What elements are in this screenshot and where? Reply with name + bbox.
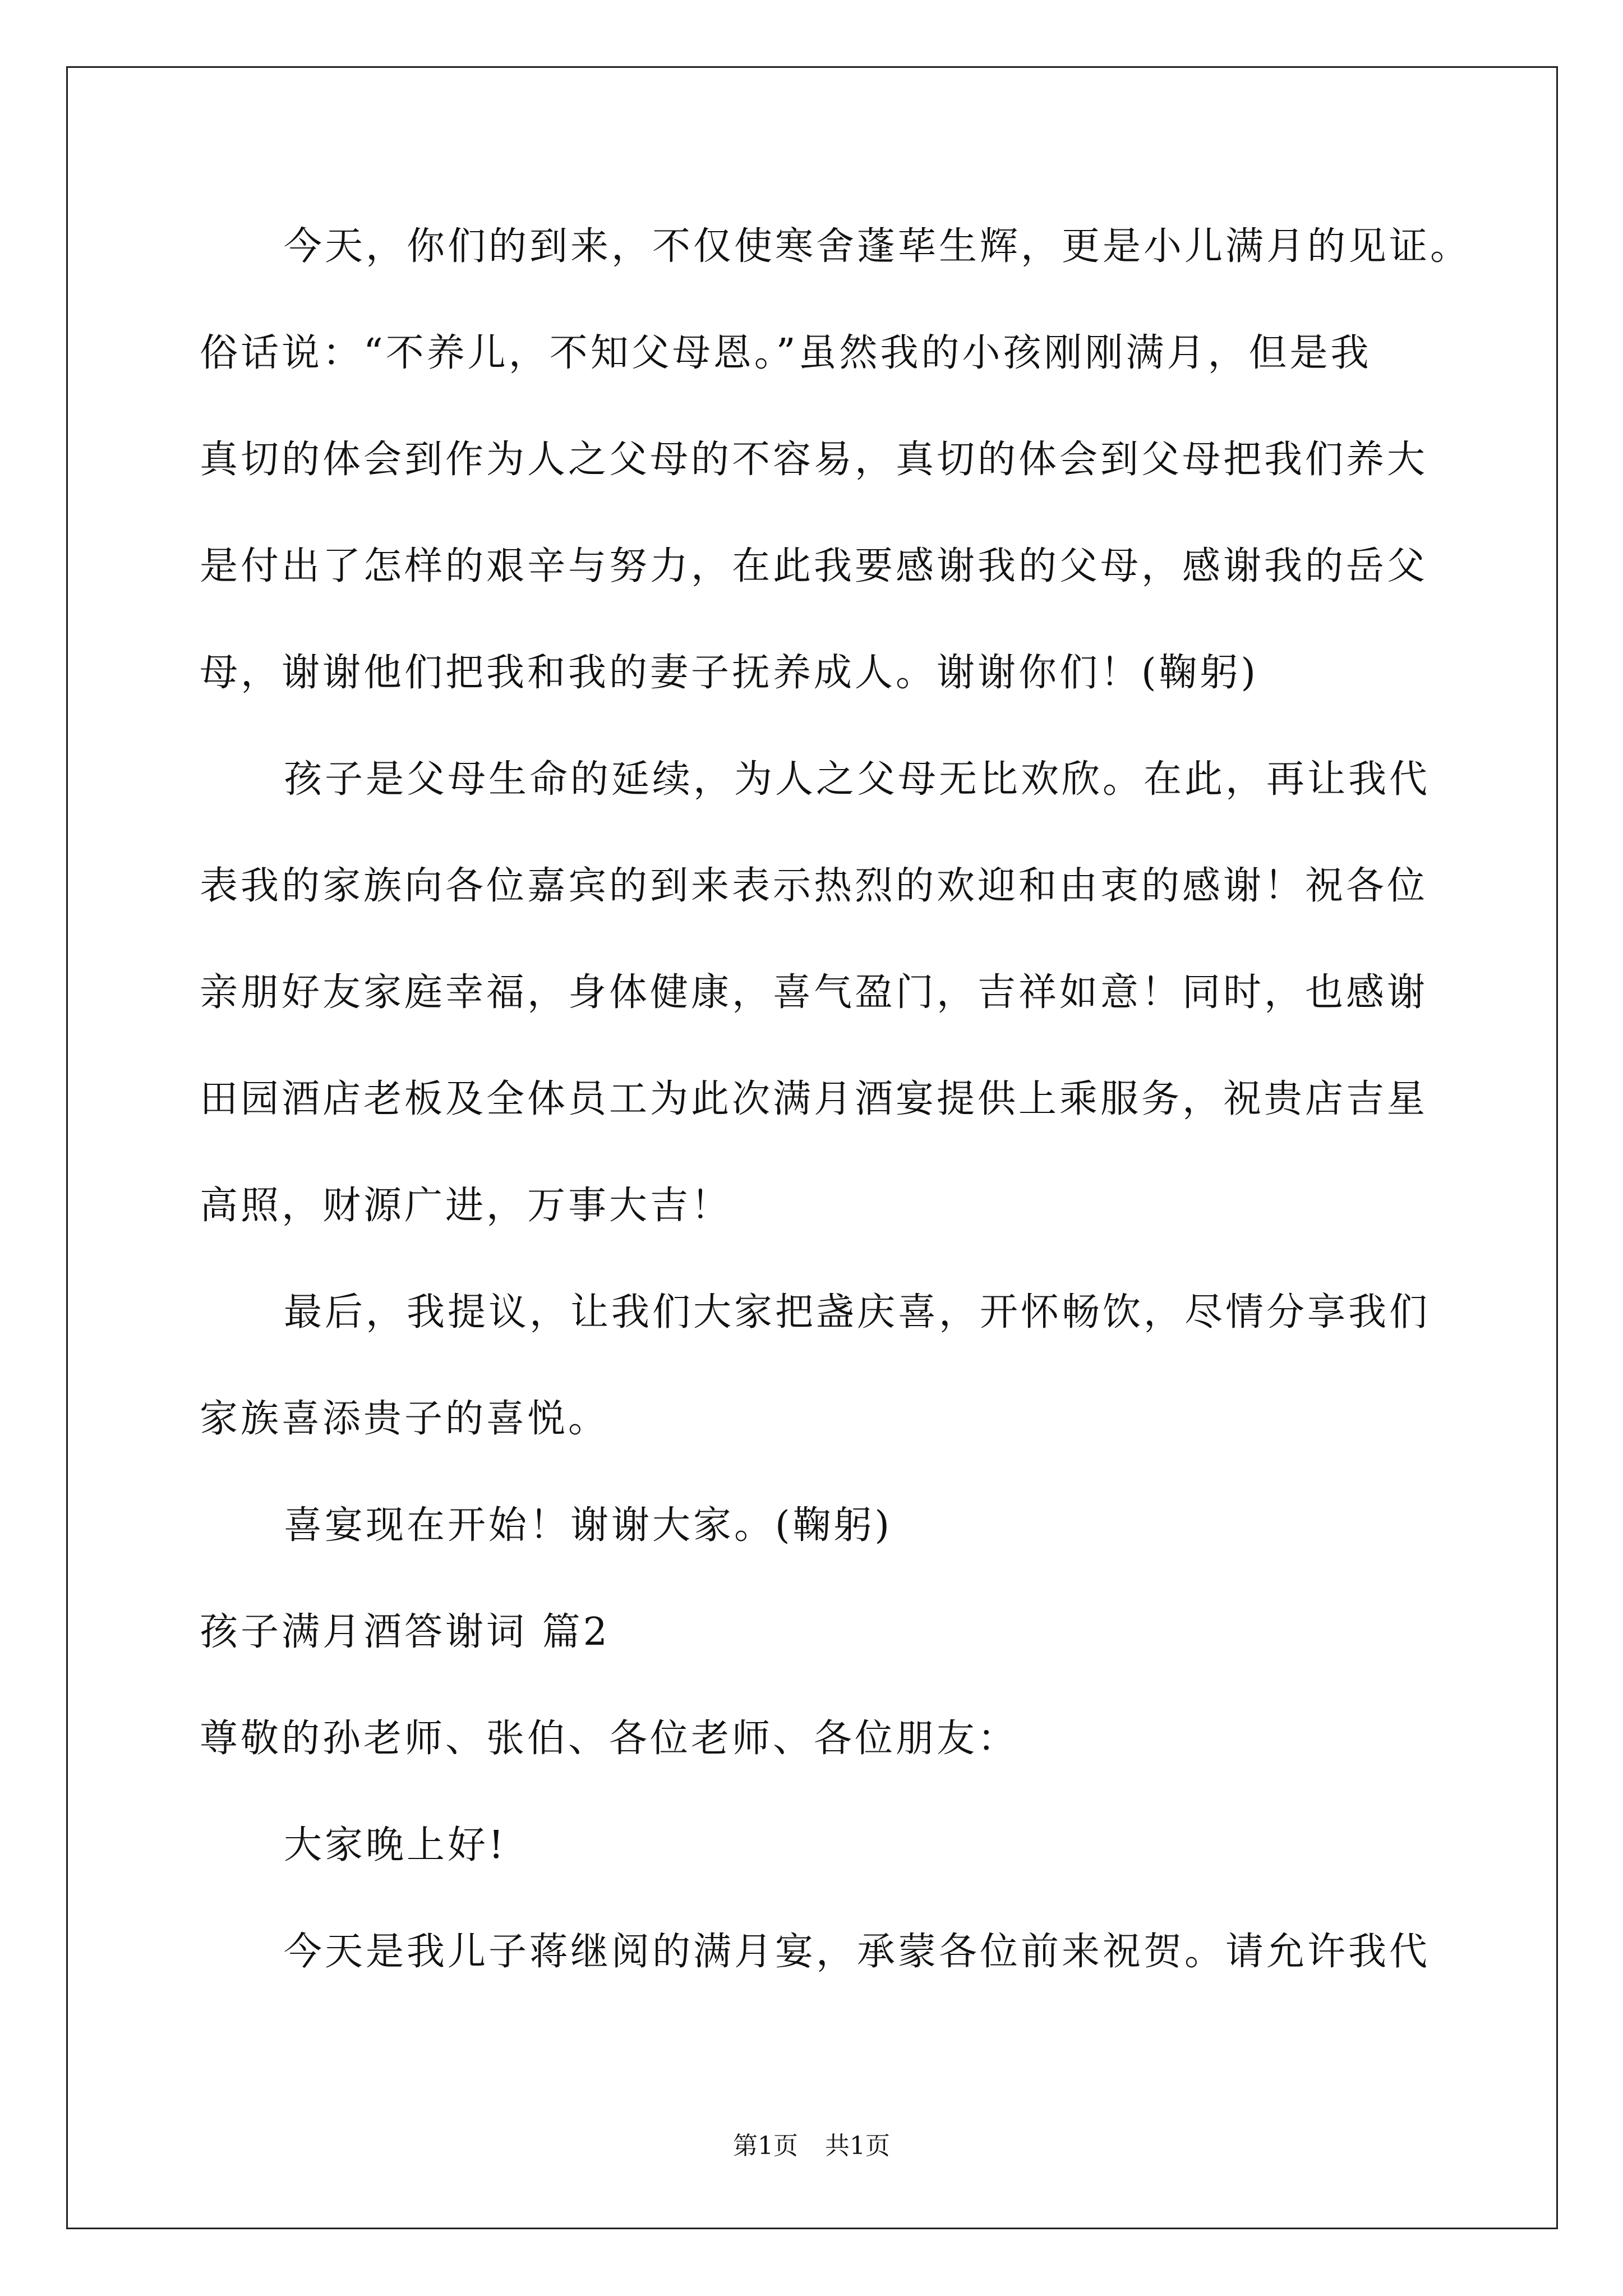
paragraph-line: 田园酒店老板及全体员工为此次满月酒宴提供上乘服务，祝贵店吉星: [200, 1077, 1428, 1121]
section-heading: 孩子满月酒答谢词 篇2: [200, 1610, 610, 1654]
paragraph-line: 最后，我提议，让我们大家把盏庆喜，开怀畅饮，尽情分享我们: [284, 1290, 1431, 1335]
paragraph-line: 喜宴现在开始！谢谢大家。(鞠躬): [284, 1503, 893, 1548]
salutation-line: 尊敬的孙老师、张伯、各位老师、各位朋友：: [200, 1717, 1019, 1761]
paragraph-line: 高照，财源广进，万事大吉！: [200, 1184, 732, 1228]
paragraph-line: 今天是我儿子蒋继阅的满月宴，承蒙各位前来祝贺。请允许我代: [284, 1930, 1431, 1974]
greeting-line: 大家晚上好!: [284, 1823, 507, 1867]
page-footer: [0, 2132, 1623, 2161]
paragraph-line: 亲朋好友家庭幸福，身体健康，喜气盈门，吉祥如意！同时，也感谢: [200, 970, 1428, 1015]
page-number-current: 第1页: [733, 2132, 798, 2160]
paragraph-line: 母，谢谢他们把我和我的妻子抚养成人。谢谢你们！(鞠躬): [200, 651, 1259, 695]
page-border: [66, 66, 1558, 2229]
page-number-total: 共1页: [825, 2132, 890, 2160]
paragraph-line: 俗话说：“不养儿，不知父母恩。”虽然我的小孩刚刚满月，但是我: [200, 331, 1372, 375]
paragraph-line: 真切的体会到作为人之父母的不容易，真切的体会到父母把我们养大: [200, 438, 1428, 482]
paragraph-line: 是付出了怎样的艰辛与努力，在此我要感谢我的父母，感谢我的岳父: [200, 544, 1428, 588]
paragraph-line: 表我的家族向各位嘉宾的到来表示热烈的欢迎和由衷的感谢！祝各位: [200, 864, 1428, 908]
paragraph-line: 家族喜添贵子的喜悦。: [200, 1397, 610, 1441]
paragraph-line: 孩子是父母生命的延续，为人之父母无比欢欣。在此，再让我代: [284, 757, 1431, 802]
paragraph-line: 今天，你们的到来，不仅使寒舍蓬荜生辉，更是小儿满月的见证。: [284, 224, 1472, 269]
